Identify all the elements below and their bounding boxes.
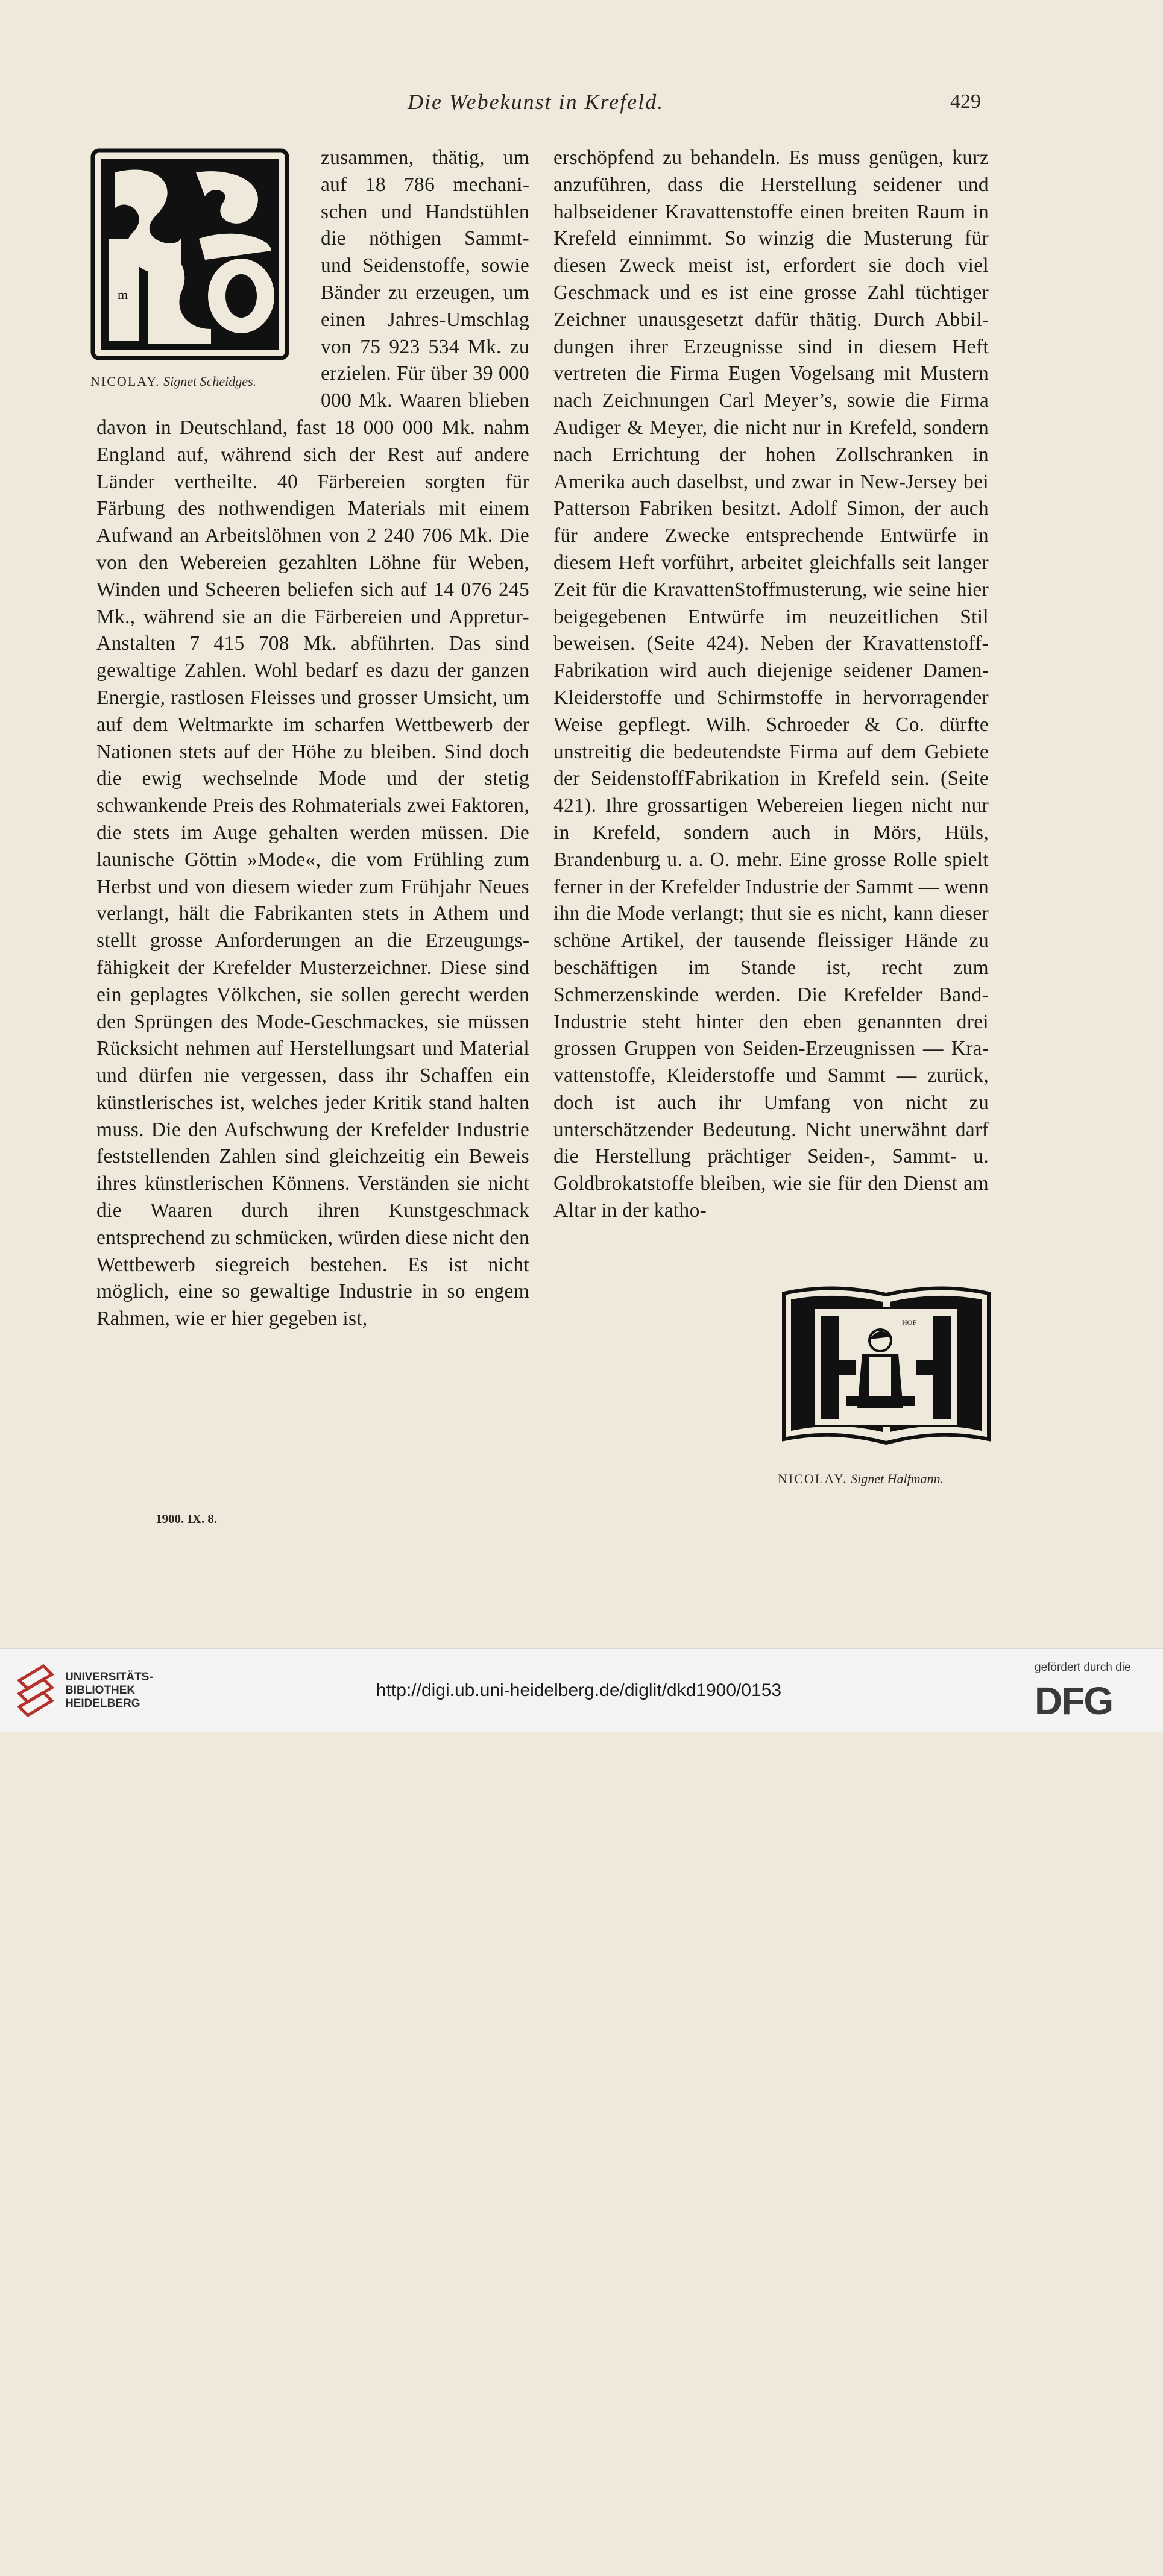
printer-signature: 1900. IX. 8. xyxy=(156,1512,218,1526)
text-column-left xyxy=(96,145,529,1333)
caption-artist: NICOLAY. xyxy=(90,374,160,389)
svg-text:HOF: HOF xyxy=(902,1318,917,1327)
caption-title: Signet Halfmann. xyxy=(851,1471,944,1486)
dfg-logo[interactable]: DFG xyxy=(1035,1679,1113,1723)
library-name[interactable] xyxy=(65,1671,153,1711)
running-head: Die Webekunst in Krefeld. xyxy=(408,90,664,114)
figure-space-left xyxy=(96,145,321,410)
caption-title: Signet Scheidges. xyxy=(163,374,257,389)
body-text-left: zusammen, thätig, um auf 18 786 mechanischen und Handstühlen die nöthigen Sammt- und Seidenstoffe, sowie Bänder zu erzeugen, um einen Jahres-Umschlag von 75 923 534 Mk. zu erzielen. Für über 39 000 000 Mk. Waaren blieben davon in Deutschland, fast 18 000 000 Mk. nahm England auf, während sich der Rest auf andere Länder vertheilte. 40 Färbereien sorgten für Färbung des nothwendigen Materials mit einem Aufwand an Arbeitslöhnen von 2 240 706 Mk. Die von den Webereien gezahlten Löhne für Weben, Winden und Scheeren beliefen sich auf 14 076 245 Mk., während sie an die Färbereien und Appretur-Anstalten 7 415 708 Mk. abführten. Das sind gewaltige Zahlen. Wohl bedarf es dazu der ganzen Energie, rastlosen Fleisses und grosser Umsicht, um auf dem Weltmarkte im scharfen Wettbewerb der Nationen stets auf der Höhe zu bleiben. Sind doch die ewig wechselnde Mode und der stetig schwankende Preis des Rohmaterials zwei Faktoren, die stets im Auge gehalten werden müssen. Die launische Göttin »Mode«, die vom Frühling zum Herbst und von diesem wieder zum Frühjahr Neues verlangt, hält die Fabrikanten stets in Athem und stellt grosse Anforderungen an die Erzeugungsfähigkeit der Krefelder Musterzeichner. Diese sind ein geplagtes Völkchen, sie sollen gerecht werden den Sprüngen des Mode-Geschmackes, sie müssen Rücksicht nehmen auf Herstellungsart und Material und dürfen nie vergessen, dass ihr Schaffen ein künstlerisches ist, welches jeder Kritik stand halten muss. Die den Aufschwung der Krefelder Industrie feststellenden Zahlen sind gleichzeitig ein Beweis ihres künstlerischen Könnens. Verständen sie nicht die Waaren durch ihren Kunstgeschmack entsprechend zu schmücken, würden diese nicht den Wettbewerb siegreich bestehen. Es ist nicht möglich, eine so gewaltige Industrie in so engem Rahmen, wie er hier gegeben ist, xyxy=(96,146,530,1330)
library-name-line: UNIVERSITÄTS- xyxy=(65,1671,153,1683)
funding-label: gefördert durch die xyxy=(1035,1661,1131,1674)
ub-heidelberg-logo-icon[interactable] xyxy=(13,1662,57,1723)
page-number: 429 xyxy=(950,90,981,113)
library-name-line: BIBLIOTHEK xyxy=(65,1684,136,1697)
permalink-url[interactable]: http://digi.ub.uni-heidelberg.de/diglit/dkd1900/0153 xyxy=(376,1680,782,1700)
footer-bar xyxy=(0,1648,1163,1732)
caption-artist: NICOLAY. xyxy=(778,1471,848,1486)
text-column-right xyxy=(553,145,989,2576)
body-text-right: erschöpfend zu behandeln. Es muss genügen, kurz anzuführen, dass die Herstellung seidener und halbseidener Kravattenstoffe einen breiten Raum in Krefeld einnimmt. So winzig die Musterung für diesen Zweck meist ist, erfordert sie doch viel Geschmack und es ist eine grosse Zahl tüchtiger Zeichner unausgesetzt dafür thätig. Durch Abbildungen ihrer Erzeugnisse sind in diesem Heft vertreten die Firma Eugen Vogelsang mit Mustern nach Zeichnungen Carl Meyer’s, sowie die Firma Audiger & Meyer, die nicht nur in Krefeld, sondern nach Errichtung der hohen Zollschranken in Amerika auch daselbst, und zwar in New-Jersey bei Patterson Fabriken besitzt. Adolf Simon, der auch für andere Zwecke entsprechende Entwürfe in diesem Heft vorführt, arbeitet gleichfalls seit langer Zeit für die KravattenStoffmusterung, wie seine hier beigegebenen Entwürfe im neuzeitlichen Stil beweisen. (Seite 424). Neben der Kravattenstoff-Fabrikation wird auch diejenige seidener DamenKleiderstoffe und Schirmstoffe in hervorragender Weise gepflegt. Wilh. Schroeder & Co. dürfte unstreitig die bedeutendste Firma auf dem Gebiete der SeidenstoffFabrikation in Krefeld sein. (Seite 421). Ihre grossartigen Webereien liegen nicht nur in Krefeld, sondern auch in Mörs, Hüls, Brandenburg u. a. O. mehr. Eine grosse Rolle spielt ferner in der Krefelder Industrie der Sammt — wenn ihn die Mode verlangt; thut sie es nicht, kann dieser schöne Artikel, der tausende fleissiger Hände zu beschäftigen im Stande ist, recht zum Schmerzenskinde werden. Die Krefelder Band-Industrie steht hinter den eben genannten drei grossen Gruppen von Seiden-Erzeugnissen — Kravattenstoffe, Kleiderstoffe und Sammt — zurück, doch ist auch ihr Umfang von nicht zu unterschätzender Bedeutung. Nicht unerwähnt darf die Herstellung prächtiger Seiden-, Sammt- u. Goldbrokatstoffe bleiben, wie sie für den Dienst am Altar in der katho- xyxy=(553,146,989,1222)
svg-text:m: m xyxy=(118,287,128,302)
figure-space-right xyxy=(748,2320,989,2576)
library-name-line: HEIDELBERG xyxy=(65,1697,140,1710)
